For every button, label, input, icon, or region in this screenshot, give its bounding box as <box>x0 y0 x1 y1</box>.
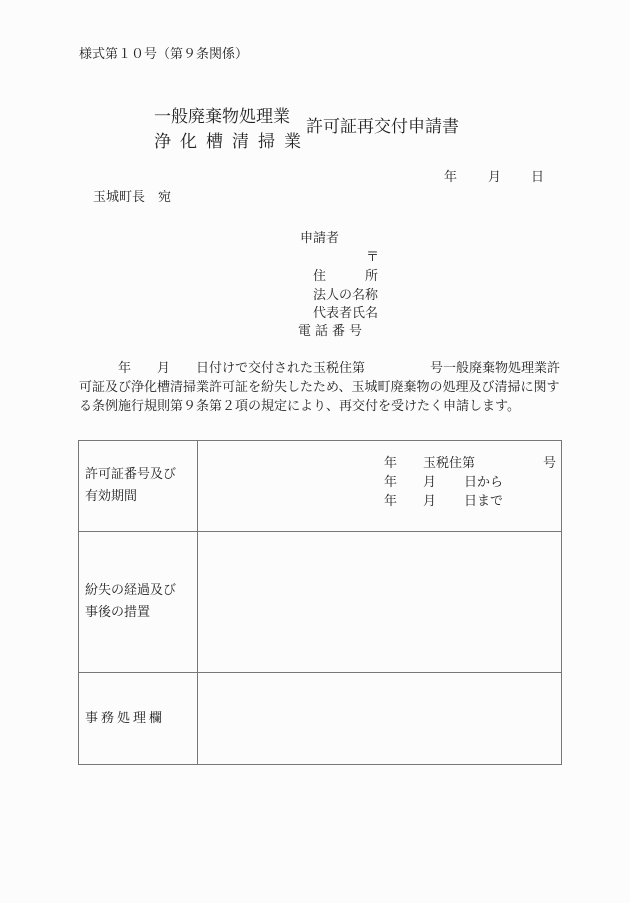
office-use-label-cell <box>79 673 198 765</box>
valid-until-month-label: 月 <box>423 494 437 509</box>
phone-number-label: 電話番号 <box>298 324 367 339</box>
loss-details-label-line2: 事後の措置 <box>85 605 151 620</box>
title-application-name: 許可証再交付申請書 <box>306 117 459 137</box>
postal-mark: 〒 <box>366 250 380 265</box>
loss-details-label-line1: 紛失の経過及び <box>85 583 177 598</box>
title-waste-business: 一般廃棄物処理業 <box>154 107 290 127</box>
form-number: 様式第１０号（第９条関係） <box>79 47 249 62</box>
valid-from-day-label: 日から <box>464 475 504 490</box>
address-label: 住 所 <box>313 269 379 284</box>
permit-info-value-cell[interactable] <box>198 441 562 532</box>
permit-info-label-line1: 許可証番号及び <box>85 467 177 482</box>
table-row-office-use <box>79 673 562 765</box>
loss-details-value-cell[interactable] <box>198 532 562 673</box>
valid-from-year-label: 年 <box>384 475 398 490</box>
permit-info-label-cell <box>79 441 198 532</box>
office-use-value-cell <box>198 673 562 765</box>
corporate-name-label: 法人の名称 <box>313 288 379 303</box>
application-statement: 年 月 日付けで交付された玉税住第 号一般廃棄物処理業許可証及び浄化槽清掃業許可証を紛失したため、玉城町廃棄物の処理及び清掃に関する条例施行規則第９条第２項の規定により、再交付を受けたく申請します。 <box>79 361 561 414</box>
permit-info-label-line2: 有効期間 <box>85 489 138 504</box>
loss-details-label-cell <box>79 532 198 673</box>
valid-from-month-label: 月 <box>423 475 437 490</box>
valid-from-line <box>384 476 503 489</box>
date-month-label: 月 <box>488 170 502 185</box>
representative-name-label: 代表者氏名 <box>313 306 379 321</box>
permit-number-line <box>384 457 556 470</box>
application-form-table <box>78 440 562 765</box>
permit-year-label: 年 <box>384 456 398 471</box>
date-year-label: 年 <box>444 170 458 185</box>
valid-until-year-label: 年 <box>384 494 398 509</box>
table-row-permit-info <box>79 441 562 532</box>
date-line <box>444 171 544 184</box>
date-day-label: 日 <box>531 170 545 185</box>
table-row-loss-details <box>79 532 562 673</box>
title-septic-business: 浄化槽清掃業 <box>154 132 310 152</box>
addressee: 玉城町長 宛 <box>93 190 172 205</box>
applicant-heading: 申請者 <box>300 231 340 246</box>
permit-number-suffix: 号 <box>543 456 557 471</box>
office-use-label: 事務処理欄 <box>85 710 166 726</box>
valid-until-day-label: 日まで <box>464 494 504 509</box>
permit-number-prefix: 玉税住第 <box>423 456 476 471</box>
valid-until-line <box>384 495 503 508</box>
title-business-types <box>154 105 310 155</box>
